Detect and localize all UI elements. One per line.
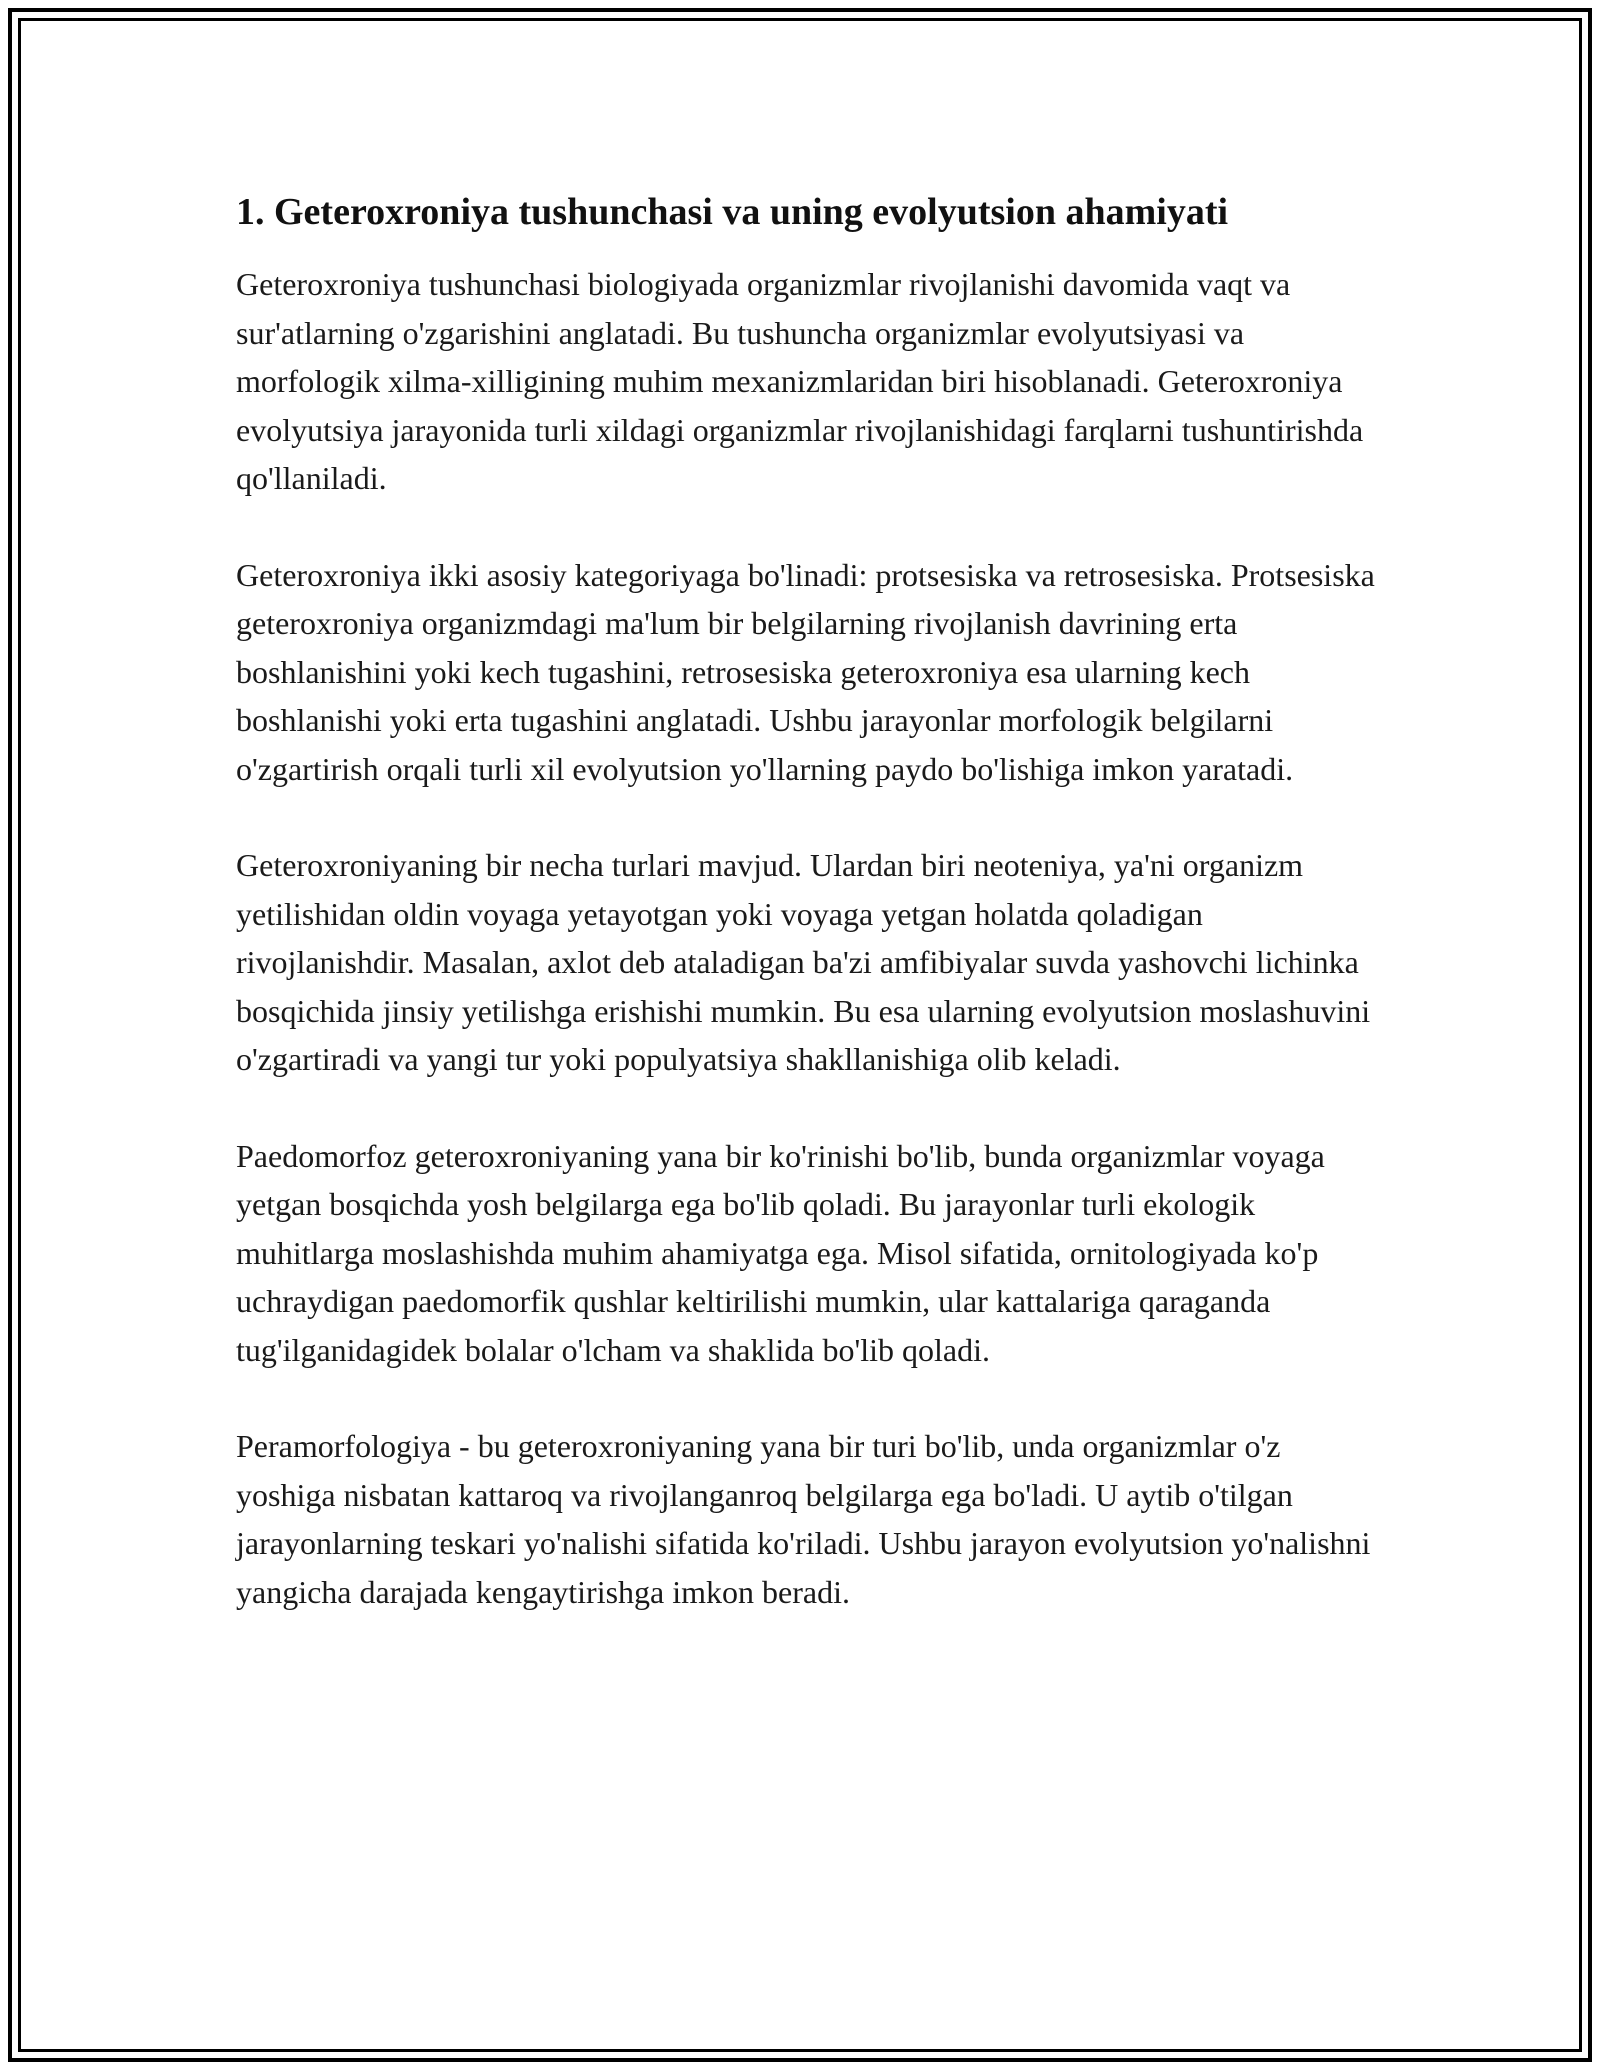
paragraph-neoteny: Geteroxroniyaning bir necha turlari mavjud. Ulardan biri neoteniya, ya'ni organizm yetilishidan oldin voyaga yetayotgan yoki voyaga yetgan holatda qoladigan rivojlanishdir. Masalan, axlot deb ataladigan ba'zi amfibiyalar suvda yashovchi lichinka bosqichida jinsiy yetilishga erishishi mumkin. Bu esa ularning evolyutsion moslashuvini o'zgartiradi va yangi tur yoki populyatsiya shakllanishiga olib keladi. bbox=[236, 847, 1371, 1077]
paragraph-paedomorphosis: Paedomorfoz geteroxroniyaning yana bir ko'rinishi bo'lib, bunda organizmlar voyaga yetgan bosqichda yosh belgilarga ega bo'lib qoladi. Bu jarayonlar turli ekologik muhitlarga moslashishda muhim ahamiyatga ega. Misol sifatida, ornitologiyada ko'p uchraydigan paedomorfik qushlar keltirilishi mumkin, ular kattalariga qaraganda tug'ilganidagidek bolalar o'lcham va shaklida bo'lib qoladi. bbox=[236, 1137, 1325, 1368]
section-title: 1. Geteroxroniya tushunchasi va uning evolyutsion ahamiyati bbox=[236, 191, 1229, 233]
paragraph-peramorphosis: Peramorfologiya - bu geteroxroniyaning yana bir turi bo'lib, unda organizmlar o'z yoshiga nisbatan kattaroq va rivojlanganroq belgilarga ega bo'ladi. U aytib o'tilgan jarayonlarning teskari yo'nalishi sifatida ko'riladi. Ushbu jarayon evolyutsion yo'nalishni yangicha darajada kengaytirishga imkon beradi. bbox=[236, 1428, 1371, 1610]
paragraph-intro: Geteroxroniya tushunchasi biologiyada organizmlar rivojlanishi davomida vaqt va sur'atlarning o'zgarishini anglatadi. Bu tushuncha organizmlar evolyutsiyasi va morfologik xilma-xilligining muhim mexanizmlaridan biri hisoblanadi. Geteroxroniya evolyutsiya jarayonida turli xildagi organizmlar rivojlanishidagi farqlarni tushuntirishda qo'llaniladi. bbox=[236, 266, 1364, 496]
document-body bbox=[236, 186, 1376, 1664]
paragraph-categories: Geteroxroniya ikki asosiy kategoriyaga bo'linadi: protsesiska va retrosesiska. Protsesiska geteroxroniya organizmdagi ma'lum bir belgilarning rivojlanish davrining erta boshlanishini yoki kech tugashini, retrosesiska geteroxroniya esa ularning kech boshlanishi yoki erta tugashini anglatadi. Ushbu jarayonlar morfologik belgilarni o'zgartirish orqali turli xil evolyutsion yo'llarning paydo bo'lishiga imkon yaratadi. bbox=[236, 556, 1375, 787]
